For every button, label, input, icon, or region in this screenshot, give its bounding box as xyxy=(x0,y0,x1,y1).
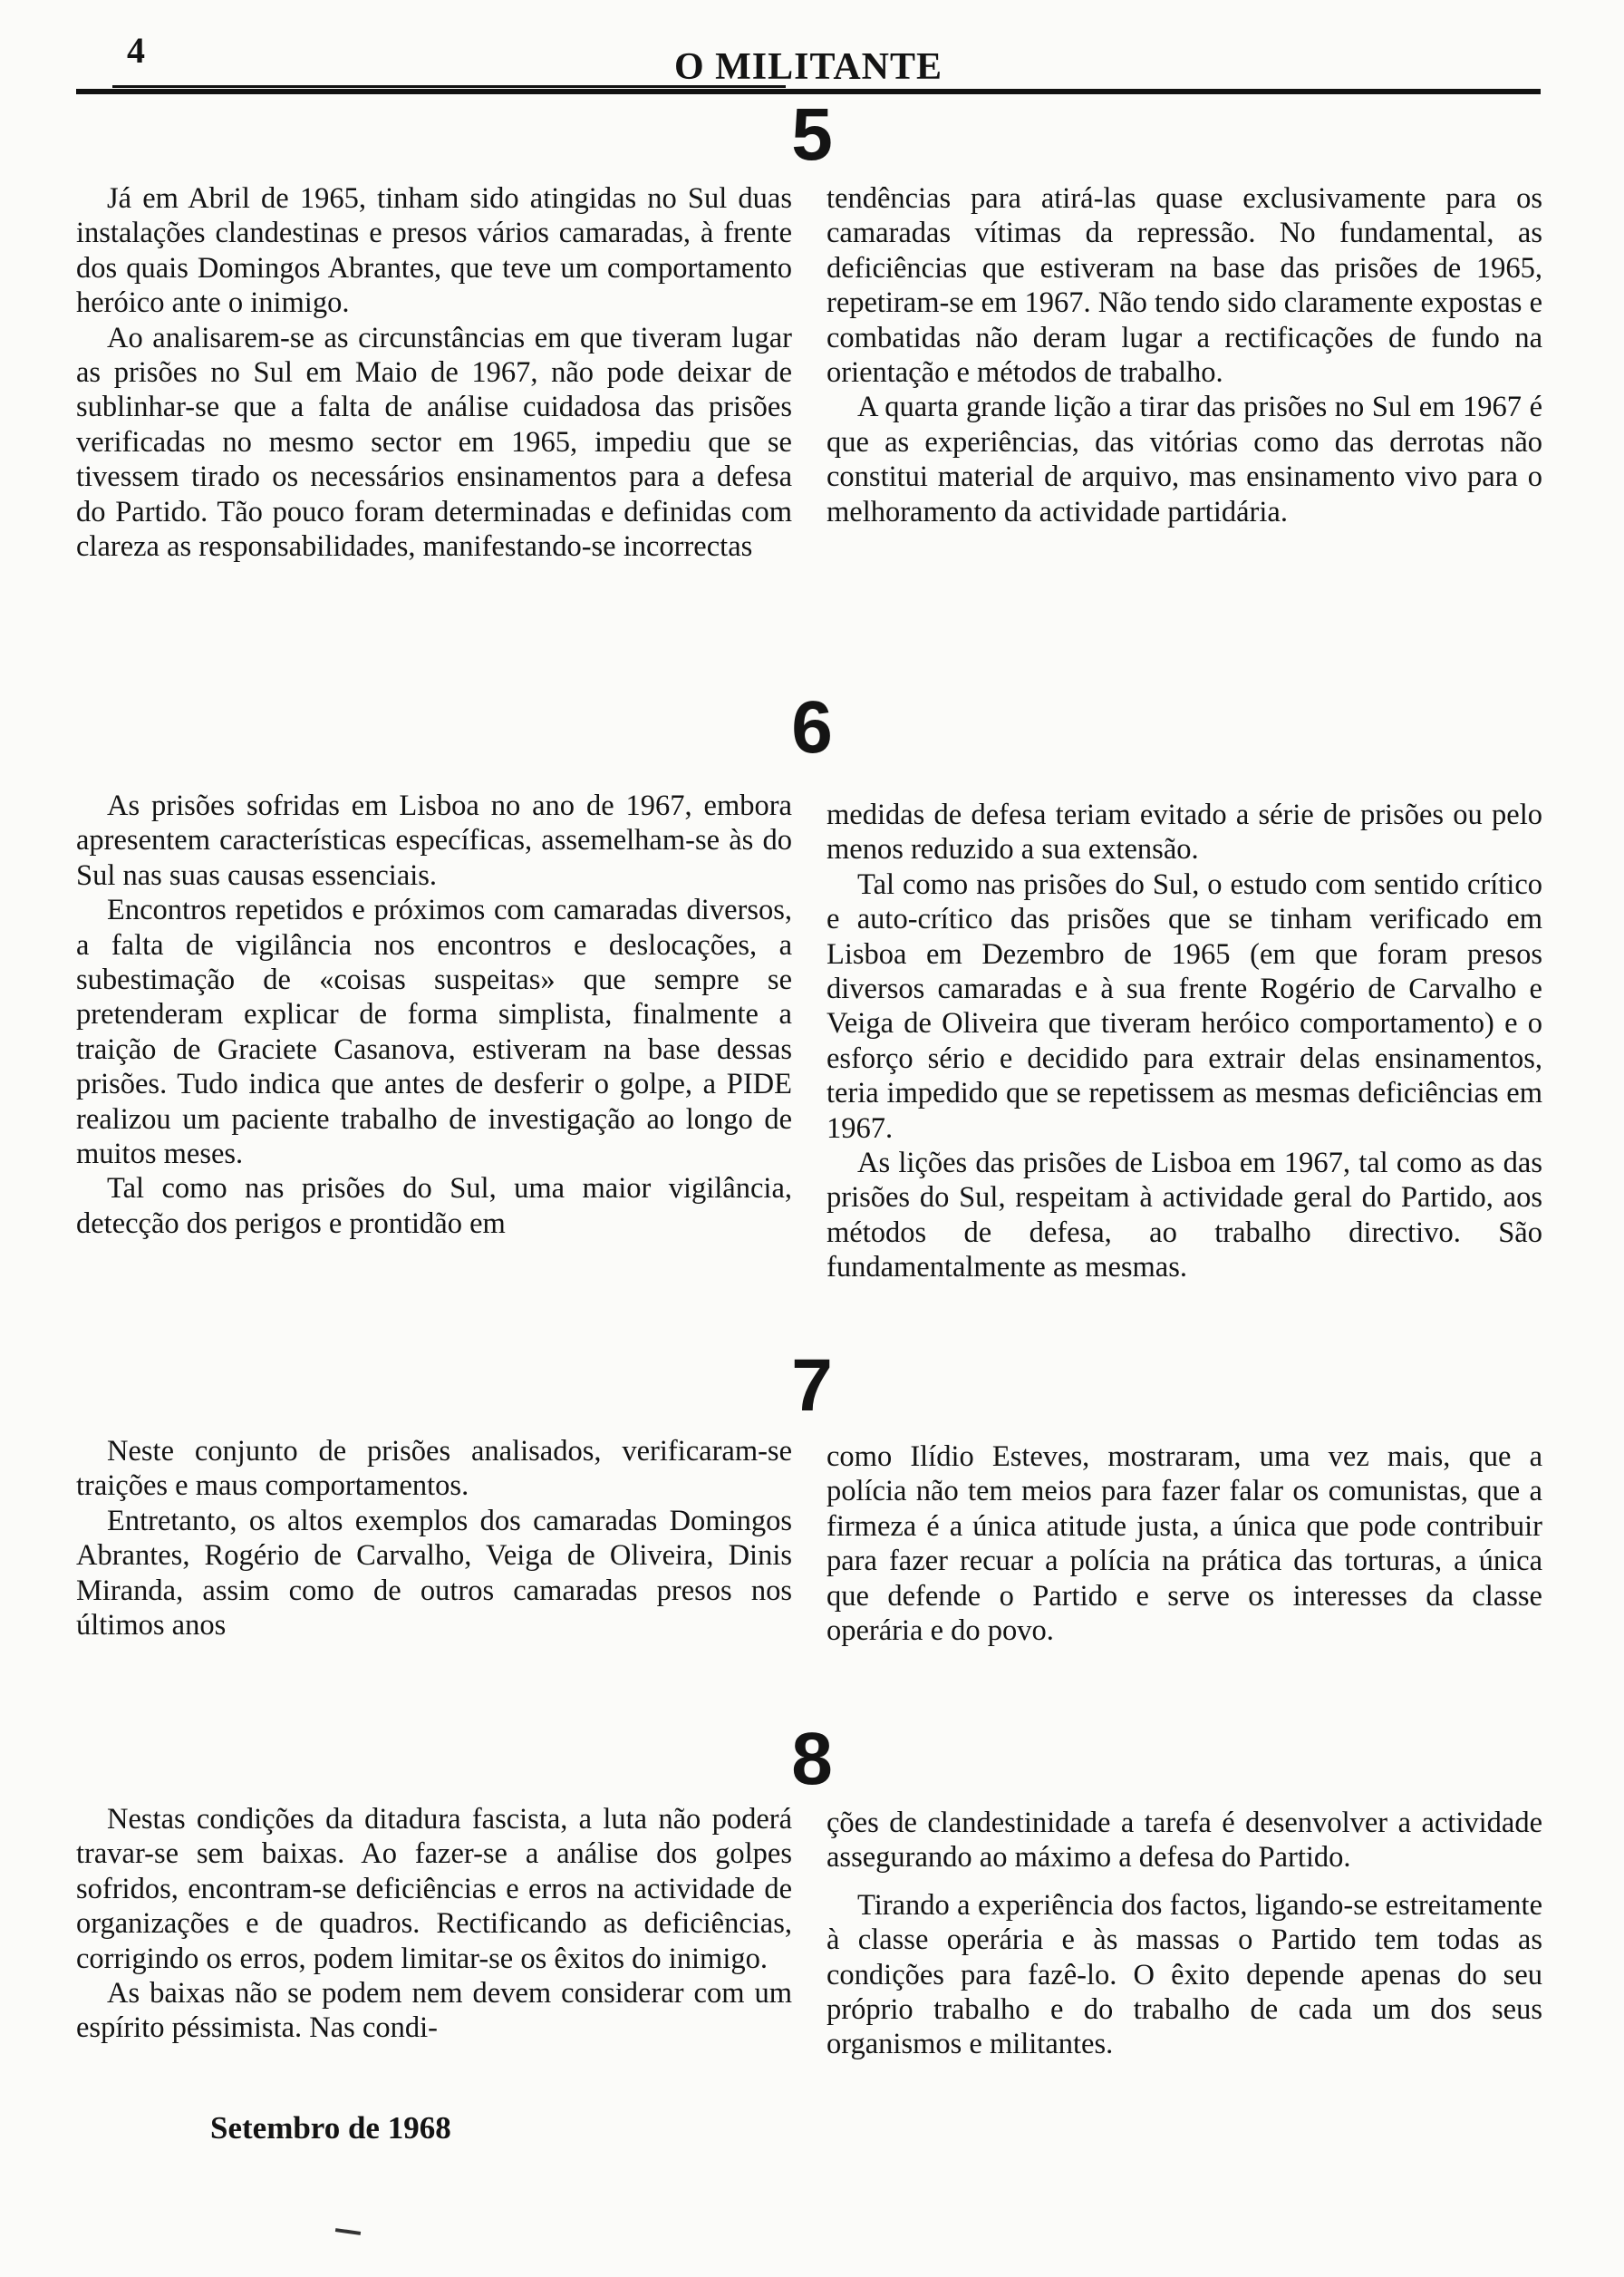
section-number-6: 6 xyxy=(791,686,833,769)
paragraph: Encontros repetidos e próximos com camaradas diversos, a falta de vigilância nos encontros e deslocações, a subestimação de «coisas suspeitas» que sempre se pretenderam explicar de forma simplista, finalmente a traição de Graciete Casanova, estiveram na base dessas prisões. Tudo indica que antes de desferir o golpe, a PIDE realizou um paciente trabalho de investigação ao longo de muitos meses. xyxy=(76,894,792,1171)
section-6-right-column xyxy=(826,798,1542,1285)
date-signoff: Setembro de 1968 xyxy=(210,2110,451,2146)
section-number-7: 7 xyxy=(791,1344,833,1427)
section-7-left-column xyxy=(76,1434,792,1642)
section-6-left-column xyxy=(76,789,792,1241)
paragraph: Entretanto, os altos exemplos dos camaradas Domingos Abrantes, Rogério de Carvalho, Veiga de Oliveira, Dinis Miranda, assim como de outros camaradas presos nos últimos anos xyxy=(76,1504,792,1642)
paragraph: Tirando a experiência dos factos, ligando-se estreitamente à classe operária e às massas o Partido tem todas as condições para fazê-lo. O êxito depende apenas do seu próprio trabalho e do trabalho de cada um dos seus organismos e militantes. xyxy=(826,1888,1542,2061)
paragraph: tendências para atirá-las quase exclusivamente para os camaradas vítimas da repressão. No fundamental, as deficiências que estiveram na base das prisões de 1965, repetiram-se em 1967. Não tendo sido claramente expostas e combatidas não deram lugar a rectificações de fundo na orientação e métodos de trabalho. xyxy=(826,182,1542,390)
stray-ink-mark xyxy=(335,2228,361,2235)
paragraph: ções de clandestinidade a tarefa é desenvolver a actividade assegurando ao máximo a defesa do Partido. xyxy=(826,1807,1542,1875)
paragraph: medidas de defesa teriam evitado a série de prisões ou pelo menos reduzido a sua extensão. xyxy=(826,799,1542,867)
page-header xyxy=(76,29,1541,92)
paragraph: A quarta grande lição a tirar das prisões no Sul em 1967 é que as experiências, das vitórias como das derrotas não constitui material de arquivo, mas ensinamento vivo para o melhoramento da actividade partidária. xyxy=(826,391,1542,528)
header-rule-thin xyxy=(112,85,786,88)
section-5-left-column xyxy=(76,181,792,564)
paragraph: como Ilídio Esteves, mostraram, uma vez mais, que a polícia não tem meios para fazer falar os comunistas, que a firmeza é a única atitude justa, a única que pode contribuir para fazer recuar a polícia na prática das torturas, a única que defende o Partido e serve os interesses da classe operária e do povo. xyxy=(826,1440,1542,1648)
section-5-right-column xyxy=(826,181,1542,529)
section-8-right-column xyxy=(826,1806,1542,2062)
section-number-8: 8 xyxy=(791,1718,833,1800)
paragraph: Tal como nas prisões do Sul, uma maior vigilância, detecção dos perigos e prontidão em xyxy=(76,1172,792,1240)
paragraph: As baixas não se podem nem devem considerar com um espírito péssimista. Nas condi- xyxy=(76,1977,792,2045)
page-number: 4 xyxy=(127,30,145,71)
paragraph: Ao analisarem-se as circunstâncias em que tiveram lugar as prisões no Sul em Maio de 1967, não pode deixar de sublinhar-se que a falta de análise cuidadosa das prisões verificadas no mesmo sector em 1965, impediu que se tivessem tirado os necessários ensinamentos para a defesa do Partido. Tão pouco foram determinadas e definidas com clareza as responsabilidades, manifestando-se incorrectas xyxy=(76,321,792,564)
paragraph: Neste conjunto de prisões analisados, verificaram-se traições e maus comportamentos. xyxy=(76,1435,792,1503)
publication-title: O MILITANTE xyxy=(673,46,943,88)
section-number-5: 5 xyxy=(791,93,833,176)
section-7-right-column xyxy=(826,1439,1542,1648)
paragraph: As prisões sofridas em Lisboa no ano de 1967, embora apresentem características específicas, assemelham-se às do Sul nas suas causas essenciais. xyxy=(76,790,792,892)
paragraph: Tal como nas prisões do Sul, o estudo com sentido crítico e auto-crítico das prisões que se tinham verificado em Lisboa em Dezembro de 1965 (em que foram presos diversos camaradas e à sua frente Rogério de Carvalho e Veiga de Oliveira que tiveram heróico comportamento) e o esforço sério e decidido para extrair delas ensinamentos, teria impedido que se repetissem as mesmas deficiências em 1967. xyxy=(826,867,1542,1145)
section-8-left-column xyxy=(76,1802,792,2046)
paragraph: Nestas condições da ditadura fascista, a luta não poderá travar-se sem baixas. Ao fazer-se a análise dos golpes sofridos, encontram-se deficiências e erros na actividade de organizações e de quadros. Rectificando as deficiências, corrigindo os erros, podem limitar-se os êxitos do inimigo. xyxy=(76,1803,792,1975)
paragraph: Já em Abril de 1965, tinham sido atingidas no Sul duas instalações clandestinas e presos vários camaradas, à frente dos quais Domingos Abrantes, que teve um comportamento heróico ante o inimigo. xyxy=(76,182,792,320)
paragraph: As lições das prisões de Lisboa em 1967, tal como as das prisões do Sul, respeitam à actividade geral do Partido, aos métodos de defesa, ao trabalho directivo. São fundamentalmente as mesmas. xyxy=(826,1147,1542,1284)
